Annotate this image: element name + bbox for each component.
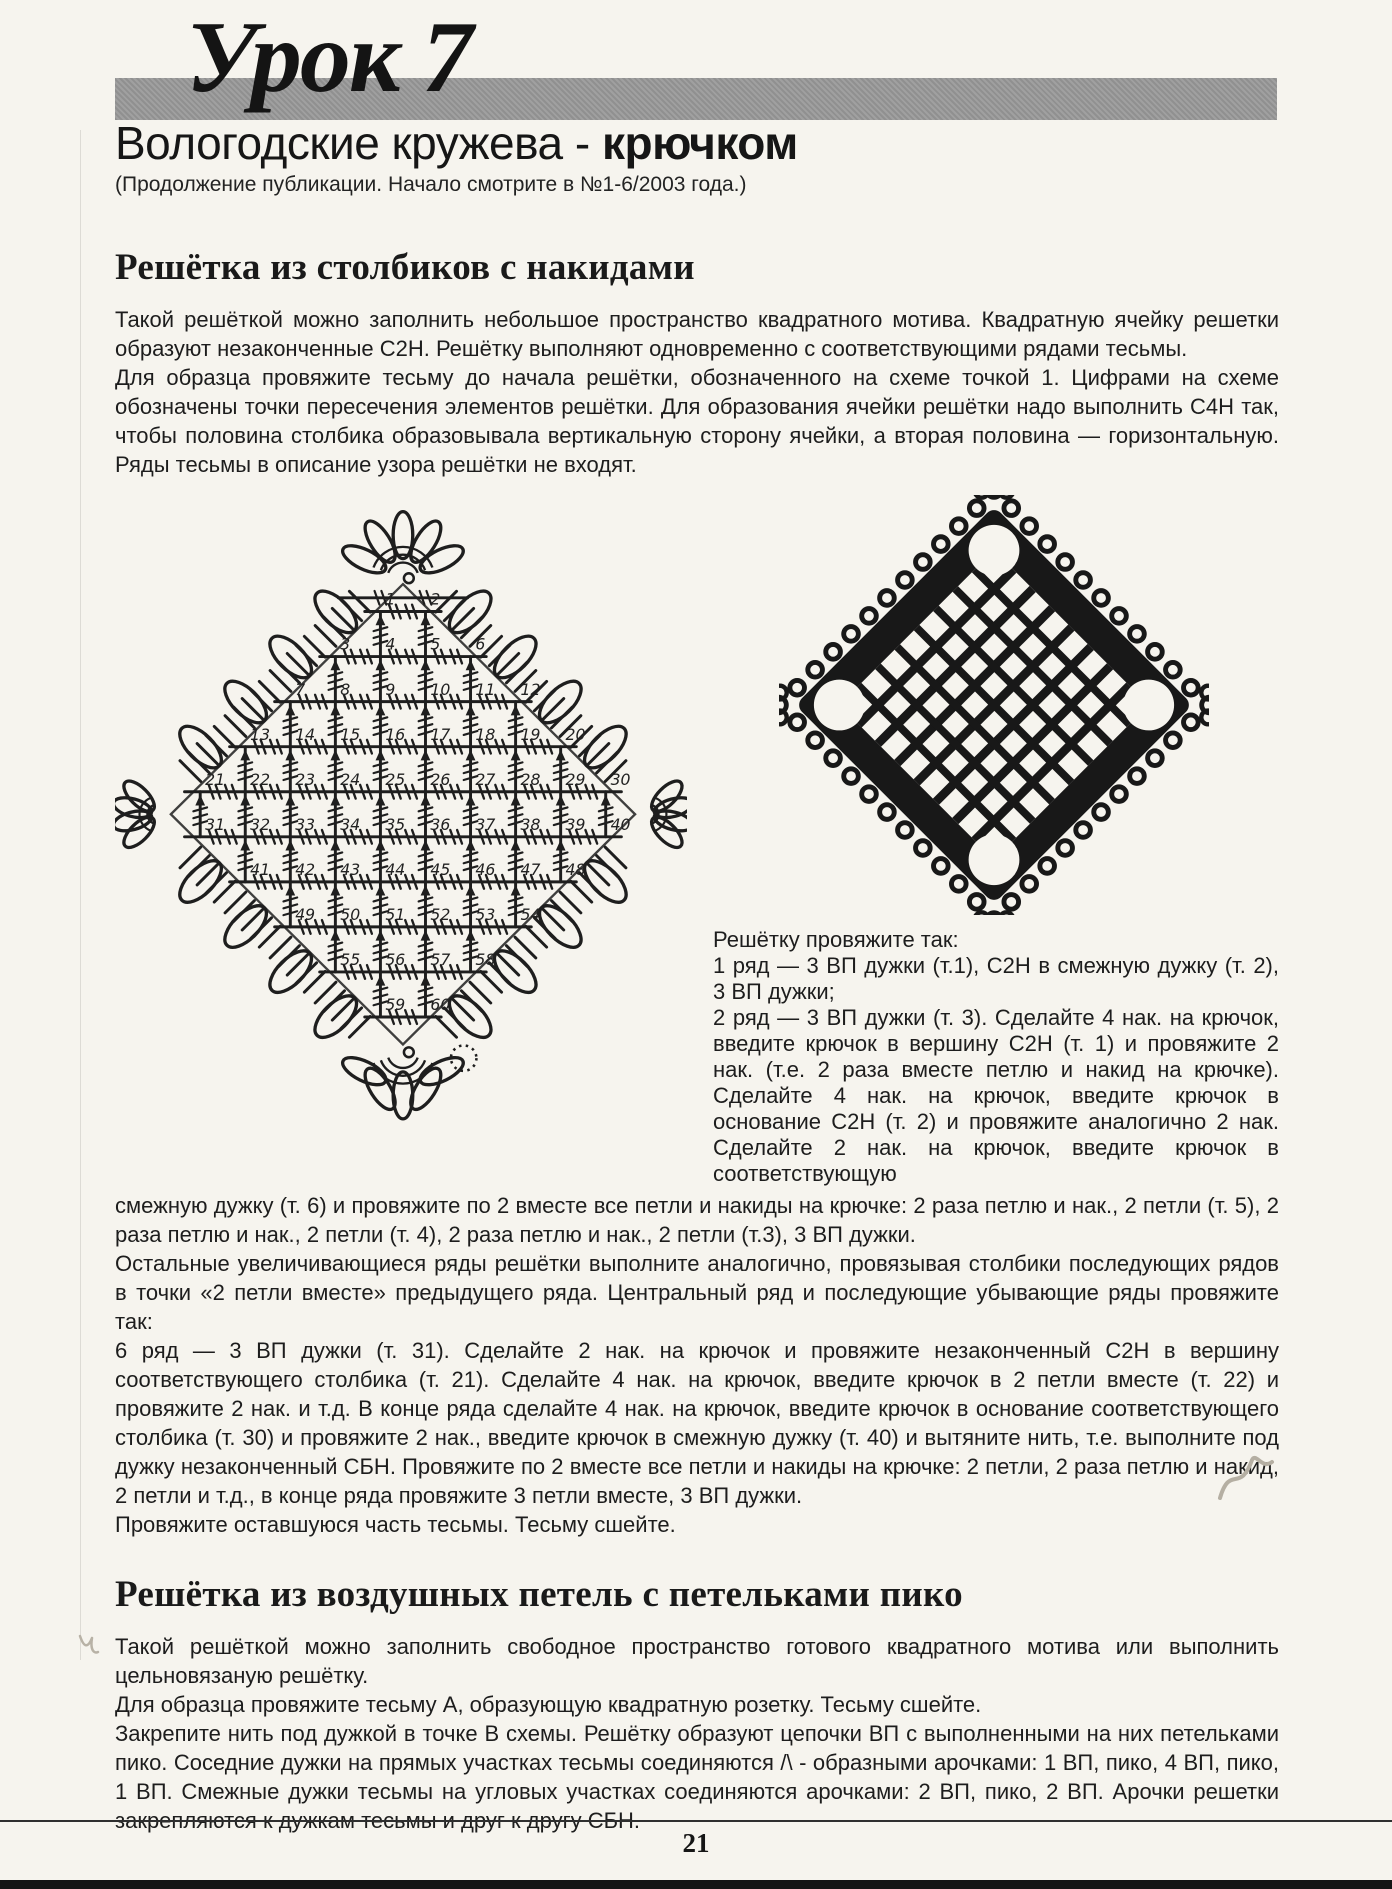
svg-text:50: 50 xyxy=(340,905,361,925)
svg-text:32: 32 xyxy=(250,814,271,834)
svg-text:17: 17 xyxy=(430,724,451,744)
svg-text:24: 24 xyxy=(340,769,361,789)
svg-text:4: 4 xyxy=(385,634,396,654)
svg-text:11: 11 xyxy=(475,679,496,699)
crochet-chart-svg xyxy=(115,495,687,1159)
svg-text:14: 14 xyxy=(295,724,316,744)
section2-para2: Для образца провяжите тесьму А, образующую квадратную розетку. Тесьму сшейте. xyxy=(115,1692,982,1717)
section2-para3: Закрепите нить под дужкой в точке В схемы. Решётку образуют цепочки ВП с выполненными на них петельками пико. Соседние дужки на прямых участках тесьмы соединяются /\ - образными арочками: 1 ВП, пико, 4 ВП, пико, 1 ВП. Смежные дужки тесьмы на угловых участках соединяются арочками: 2 ВП, пико, 2 ВП. Арочки решетки закрепляются к дужкам тесьмы и друг к другу СБН. xyxy=(115,1721,1279,1833)
svg-text:33: 33 xyxy=(295,814,316,834)
svg-text:6: 6 xyxy=(475,634,486,654)
svg-text:53: 53 xyxy=(475,905,496,925)
svg-text:54: 54 xyxy=(520,905,541,925)
svg-text:18: 18 xyxy=(475,724,496,744)
svg-text:52: 52 xyxy=(430,905,451,925)
svg-text:42: 42 xyxy=(295,859,316,879)
page-content xyxy=(115,246,1279,1835)
svg-text:58: 58 xyxy=(475,950,496,970)
section2-para1: Такой решёткой можно заполнить свободное пространство готового квадратного мотива или выполнить цельновязаную решётку. xyxy=(115,1634,1279,1688)
svg-text:12: 12 xyxy=(520,679,541,699)
page-title-regular: Вологодские кружева - xyxy=(115,117,603,169)
svg-text:7: 7 xyxy=(295,679,306,699)
svg-text:25: 25 xyxy=(385,769,406,789)
svg-text:5: 5 xyxy=(430,634,441,654)
page-title-bold: крючком xyxy=(602,117,798,169)
svg-text:55: 55 xyxy=(340,950,361,970)
svg-text:37: 37 xyxy=(475,814,496,834)
svg-text:31: 31 xyxy=(205,814,226,834)
svg-text:44: 44 xyxy=(385,859,406,879)
svg-text:1: 1 xyxy=(385,589,396,609)
svg-text:19: 19 xyxy=(520,724,541,744)
svg-text:60: 60 xyxy=(430,995,451,1015)
svg-text:49: 49 xyxy=(295,905,316,925)
svg-text:57: 57 xyxy=(430,950,451,970)
svg-text:26: 26 xyxy=(430,769,451,789)
svg-text:22: 22 xyxy=(250,769,271,789)
svg-text:8: 8 xyxy=(340,679,351,699)
svg-text:40: 40 xyxy=(610,814,631,834)
svg-text:45: 45 xyxy=(430,859,451,879)
svg-text:9: 9 xyxy=(385,679,396,699)
svg-text:47: 47 xyxy=(520,859,541,879)
svg-text:2: 2 xyxy=(430,589,441,609)
svg-text:23: 23 xyxy=(295,769,316,789)
section1-para2: Для образца провяжите тесьму до начала решётки, обозначенного на схеме точкой 1. Цифрами на схеме обозначены точки пересечения элементов решётки. Для образования ячейки решётки надо выполнить С4Н так, чтобы половина столбика образовывала вертикальную сторону ячейки, а вторая половина — горизонтальную. Ряды тесьмы в описание узора решётки не входят. xyxy=(115,365,1279,477)
section1-para3: Остальные увеличивающиеся ряды решётки выполните аналогично, провязывая столбики последующих рядов в точки «2 петли вместе» предыдущего ряда. Центральный ряд и последующие убывающие ряды провяжите так: xyxy=(115,1251,1279,1334)
page-title xyxy=(115,116,798,170)
svg-text:38: 38 xyxy=(520,814,541,834)
lace-photo-figure xyxy=(779,495,1209,915)
lace-photo-svg xyxy=(779,495,1209,915)
svg-text:21: 21 xyxy=(205,769,226,789)
section1-para1: Такой решёткой можно заполнить небольшое пространство квадратного мотива. Квадратную ячейку решетки образуют незаконченные С2Н. Решётку выполняют одновременно с соответствующими рядами тесьмы. xyxy=(115,307,1279,361)
svg-text:13: 13 xyxy=(250,724,271,744)
section1-continuation: смежную дужку (т. 6) и провяжите по 2 вместе все петли и накиды на крючке: 2 раза петлю и нак., 2 петли (т. 5), 2 раза петлю и нак., 2 петли (т. 4), 2 раза петлю и нак., 2 петли (т.3), 3 ВП дужки. xyxy=(115,1193,1279,1247)
svg-text:46: 46 xyxy=(475,859,496,879)
svg-text:34: 34 xyxy=(340,814,361,834)
scan-fold-line xyxy=(80,130,81,1660)
svg-text:28: 28 xyxy=(520,769,541,789)
svg-text:41: 41 xyxy=(250,859,271,879)
svg-text:39: 39 xyxy=(565,814,586,834)
instructions-title: Решётку провяжите так: xyxy=(713,927,959,952)
crochet-chart-figure xyxy=(115,495,687,1187)
svg-text:35: 35 xyxy=(385,814,406,834)
instructions-row1: 1 ряд — 3 ВП дужки (т.1), С2Н в смежную дужку (т. 2), 3 ВП дужки; xyxy=(713,953,1279,1004)
svg-text:51: 51 xyxy=(385,905,406,925)
section1-heading: Решётка из столбиков с накидами xyxy=(115,247,695,288)
svg-text:3: 3 xyxy=(340,634,351,654)
svg-text:29: 29 xyxy=(565,769,586,789)
svg-text:27: 27 xyxy=(475,769,496,789)
section1-para5: Провяжите оставшуюся часть тесьмы. Тесьму сшейте. xyxy=(115,1512,676,1537)
page-number: 21 xyxy=(682,1828,710,1858)
pencil-mark-small xyxy=(74,1630,104,1660)
svg-text:30: 30 xyxy=(610,769,631,789)
instructions-block xyxy=(713,927,1279,1187)
svg-text:10: 10 xyxy=(430,679,451,699)
pencil-mark xyxy=(1212,1450,1282,1510)
subtitle: (Продолжение публикации. Начало смотрите в №1-6/2003 года.) xyxy=(115,173,747,196)
footer-rule xyxy=(0,1820,1392,1822)
instructions-row2: 2 ряд — 3 ВП дужки (т. 3). Сделайте 4 нак. на крючок, введите крючок в вершину С2Н (т. 1) и провяжите 2 нак. (т.е. 2 раза вместе петлю и накид на крючке). Сделайте 4 нак. на крючок, введите крючок в основание С2Н (т. 2) и провяжите аналогично 2 нак. Сделайте 2 нак. на крючок, введите крючок в соответствующую xyxy=(713,1005,1279,1186)
section1-para4: 6 ряд — 3 ВП дужки (т. 31). Сделайте 2 нак. на крючок и провяжите незаконченный С2Н в вершину соответствующего столбика (т. 21). Сделайте 4 нак. на крючок, введите крючок в 2 петли вместе (т. 22) и провяжите 2 нак. и т.д. В конце ряда сделайте 4 нак. на крючок, введите крючок в основание соответствующего столбика (т. 30) и провяжите 2 нак., введите крючок в смежную дужку (т. 40) и вытяните нить, т.е. выполните под дужку незаконченный СБН. Провяжите по 2 вместе все петли и накиды на крючке: 2 петли, 2 раза петлю и накид, 2 петли и т.д., в конце ряда провяжите 3 петли вместе, 3 ВП дужки. xyxy=(115,1338,1279,1508)
figures-row xyxy=(115,495,1279,1187)
svg-text:20: 20 xyxy=(565,724,586,744)
lesson-title: Урок 7 xyxy=(186,1,472,114)
svg-text:36: 36 xyxy=(430,814,451,834)
svg-text:16: 16 xyxy=(385,724,406,744)
svg-text:59: 59 xyxy=(385,995,406,1015)
section2-heading: Решётка из воздушных петель с петельками пико xyxy=(115,1574,963,1615)
page-bottom-edge xyxy=(0,1880,1392,1889)
svg-text:43: 43 xyxy=(340,859,361,879)
svg-text:48: 48 xyxy=(565,859,586,879)
right-column xyxy=(687,495,1279,1187)
svg-text:15: 15 xyxy=(340,724,361,744)
svg-text:56: 56 xyxy=(385,950,406,970)
